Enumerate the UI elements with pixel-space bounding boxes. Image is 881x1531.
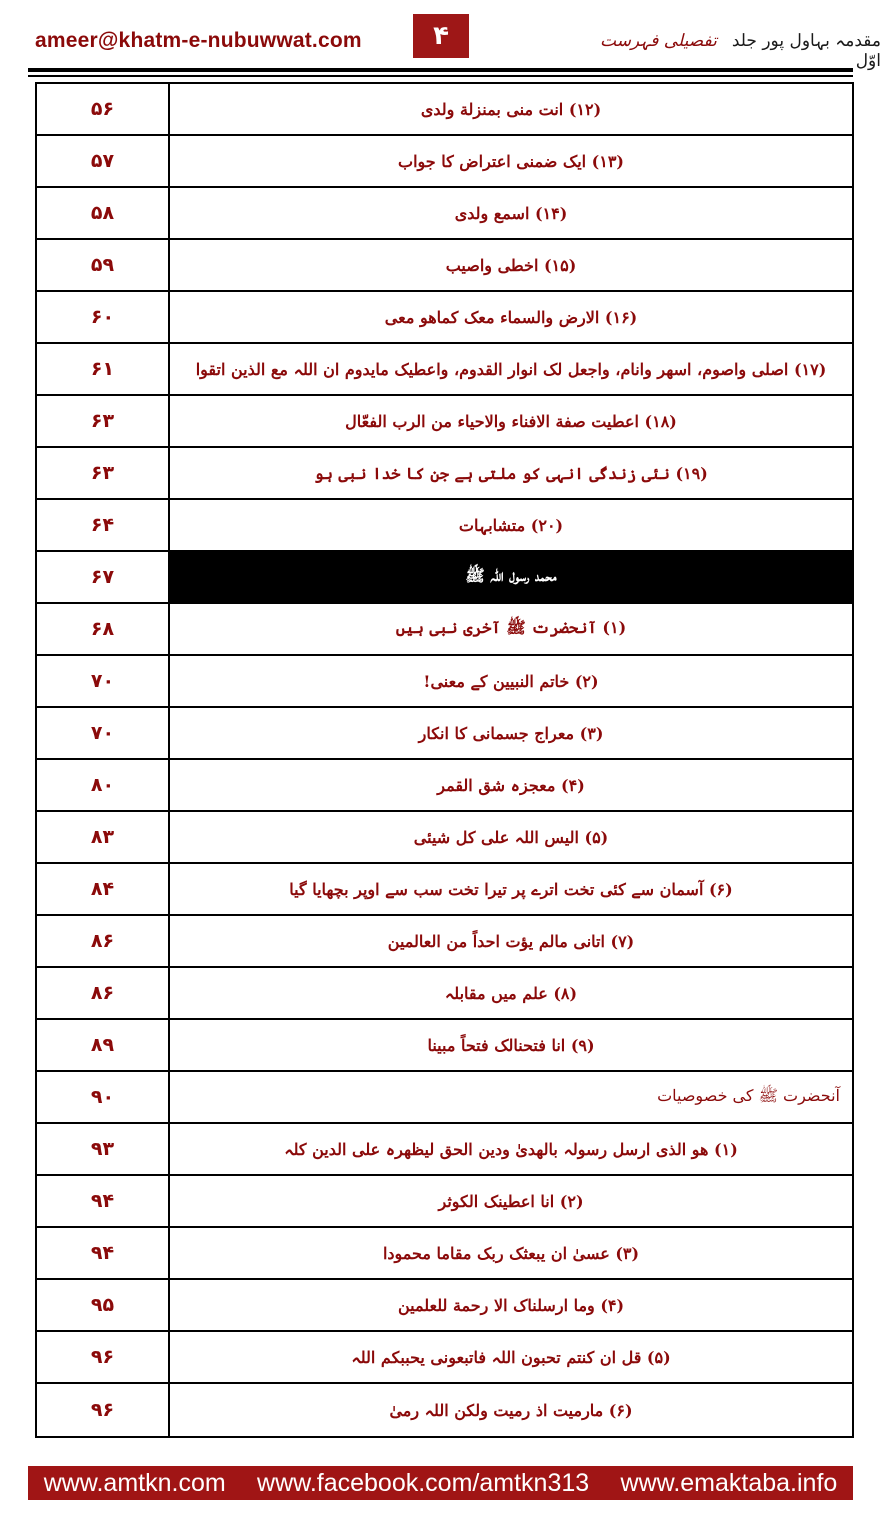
toc-entry-title: (۱۵) اخطی واصیب [445,255,577,275]
toc-row[interactable] [37,1072,852,1124]
toc-entry-title: (۱۲) انت منی بمنزلة ولدی [420,99,602,119]
toc-page-number: ۹۰ [37,1072,170,1122]
toc-row[interactable] [37,656,852,708]
toc-row[interactable] [37,760,852,812]
toc-row[interactable] [37,1280,852,1332]
toc-entry-title: (۱۶) الارض والسماء معک کماھو معی [384,307,638,327]
toc-entry-title: (۷) اتانی مالم یؤت احداً من العالمین [387,931,635,951]
toc-row[interactable] [37,396,852,448]
toc-row[interactable] [37,864,852,916]
toc-page-number: ۹۵ [37,1280,170,1330]
contact-email[interactable]: ameer@khatm-e-nubuwwat.com [35,29,362,52]
toc-page-number: ۶۷ [37,552,170,602]
toc-entry-title: (۱۸) اعطیت صفة الافناء والاحیاء من الرب الفعّال [345,411,677,431]
toc-page-number: ۶۸ [37,604,170,654]
toc-page-number: ۸۳ [37,812,170,862]
toc-row[interactable] [37,1332,852,1384]
toc-row[interactable] [37,344,852,396]
toc-page-number: ۷۰ [37,708,170,758]
toc-row[interactable] [37,708,852,760]
toc-row[interactable] [37,1176,852,1228]
toc-entry-title: (۳) عسیٰ ان یبعثک ربک مقاما محمودا [382,1243,640,1263]
toc-page-number: ۵۶ [37,84,170,134]
toc-page-number: ۶۴ [37,500,170,550]
toc-page-number: ۸۶ [37,916,170,966]
page-footer [28,1466,853,1500]
table-of-contents [35,82,854,1438]
toc-entry-title: (۱) آنحضرت ﷺ آخری نبی ہیں [395,617,627,637]
book-title: مقدمہ بہاول پور جلد اوّل [731,31,881,71]
toc-entry-title: (۱) ھو الذی ارسل رسولہ بالھدیٰ ودین الحق لیظھرہ علی الدین کلہ [284,1139,738,1159]
footer-link-amtkn[interactable]: www.amtkn.com [43,1468,226,1497]
toc-page-number: ۸۴ [37,864,170,914]
footer-link-emaktaba[interactable]: www.emaktaba.info [620,1468,838,1497]
toc-row[interactable] [37,812,852,864]
toc-page-number: ۵۸ [37,188,170,238]
toc-entry-title: محمد رسول اللہ ﷺ [170,552,852,602]
toc-page-number: ۸۰ [37,760,170,810]
toc-row[interactable] [37,292,852,344]
toc-page-number: ۵۹ [37,240,170,290]
toc-entry-title: (۴) معجزہ شق القمر [437,775,585,795]
toc-entry-title: (۲۰) متشابہات [458,515,564,535]
toc-entry-title: (۵) قل ان کنتم تحبون اللہ فاتبعونی یحببکم اللہ [351,1347,671,1367]
toc-entry-title: (۱۹) نئی زندگی انہی کو ملتی ہے جن کا خدا نبی ہو [314,463,708,483]
toc-page-number: ۹۳ [37,1124,170,1174]
toc-page-number: ۶۳ [37,448,170,498]
toc-row[interactable] [37,188,852,240]
toc-page-number: ۸۶ [37,968,170,1018]
toc-entry-title: (۱۴) اسمع ولدی [454,203,568,223]
toc-row[interactable] [37,916,852,968]
header-subtitle: تفصیلی فہرست [600,31,717,51]
toc-page-number: ۹۴ [37,1228,170,1278]
toc-page-number: ۵۷ [37,136,170,186]
footer-link-facebook[interactable]: www.facebook.com/amtkn313 [257,1468,590,1497]
toc-page-number: ۶۳ [37,396,170,446]
toc-entry-title: آنحضرت ﷺ کی خصوصیات [657,1085,840,1105]
toc-page-number: ۷۰ [37,656,170,706]
toc-row[interactable] [37,1384,852,1436]
toc-entry-title: (۴) وما ارسلناک الا رحمة للعلمین [397,1295,625,1315]
toc-entry-title: (۱۷) اصلی واصوم، اسھر وانام، واجعل لک انوار القدوم، واعطیک مایدوم ان اللہ مع الذین اتقوا [195,359,827,379]
toc-row[interactable] [37,604,852,656]
toc-page-number: ۸۹ [37,1020,170,1070]
toc-entry-title: (۶) آسمان سے کئی تخت اترے پر تیرا تخت سب سے اوپر بچھایا گیا [289,879,733,899]
header-rule-thin [28,75,853,77]
toc-section-row[interactable] [37,552,852,604]
toc-entry-title: (۵) الیس اللہ علی کل شیئی [413,827,609,847]
toc-row[interactable] [37,1020,852,1072]
toc-entry-title: (۳) معراج جسمانی کا انکار [418,723,604,743]
toc-page-number: ۹۶ [37,1332,170,1382]
toc-row[interactable] [37,500,852,552]
toc-page-number: ۶۰ [37,292,170,342]
toc-entry-title: (۲) خاتم النبیین کے معنی! [423,671,599,691]
toc-row[interactable] [37,84,852,136]
toc-entry-title: (۸) علم میں مقابلہ [444,983,578,1003]
toc-page-number: ۶۱ [37,344,170,394]
toc-row[interactable] [37,968,852,1020]
toc-row[interactable] [37,448,852,500]
page-number: ۴ [413,14,469,58]
toc-entry-title: (۹) انا فتحنالک فتحاً مبینا [427,1035,595,1055]
toc-entry-title: (۶) مارمیت اذ رمیت ولکن اللہ رمیٰ [389,1400,633,1420]
toc-row[interactable] [37,1228,852,1280]
toc-row[interactable] [37,136,852,188]
header-rule [28,68,853,72]
toc-page-number: ۹۶ [37,1384,170,1436]
toc-row[interactable] [37,240,852,292]
toc-row[interactable] [37,1124,852,1176]
toc-page-number: ۹۴ [37,1176,170,1226]
toc-entry-title: (۱۳) ایک ضمنی اعتراض کا جواب [398,151,624,171]
toc-entry-title: (۲) انا اعطینک الکوثر [438,1191,584,1211]
